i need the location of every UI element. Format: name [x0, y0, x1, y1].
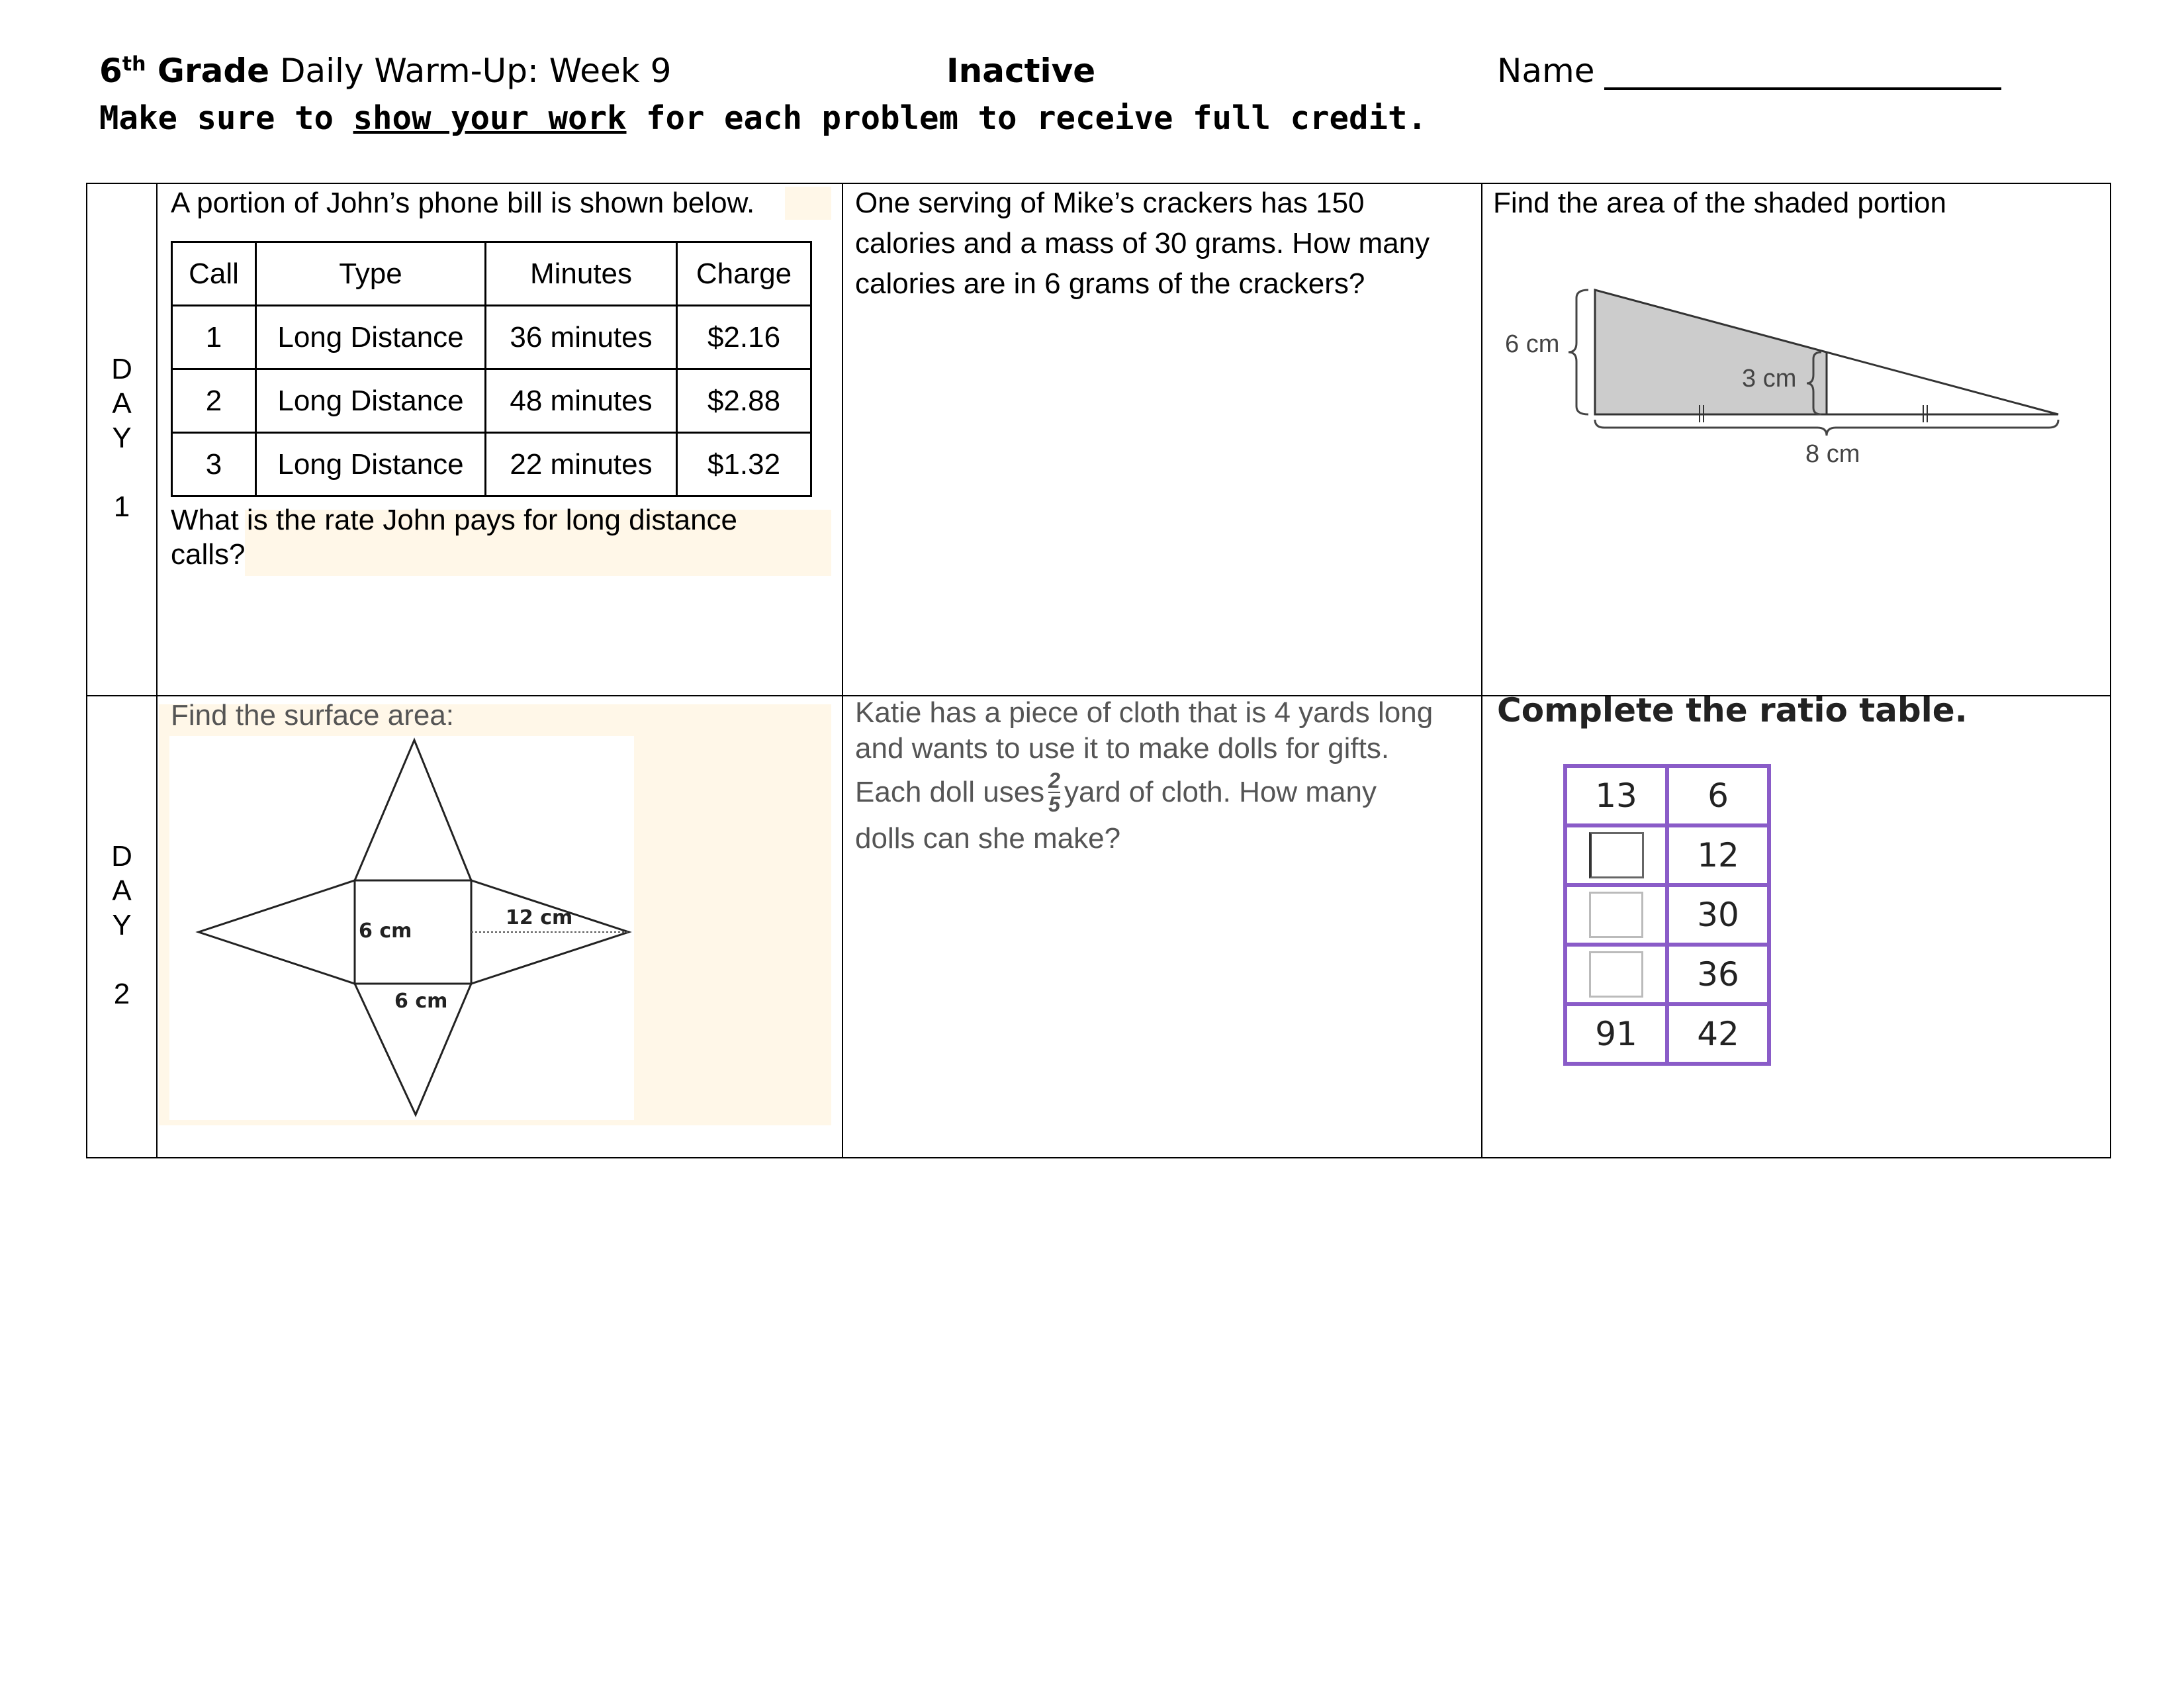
shaded-triangle-figure — [1489, 278, 2085, 477]
problem-line: calories and a mass of 30 grams. How many — [855, 227, 1430, 259]
fraction — [1048, 769, 1060, 816]
instr-part-c: for each problem to receive full credit. — [626, 99, 1428, 137]
question-line: What is the rate John pays for long distance — [171, 504, 738, 536]
problem-line-with-fraction — [855, 767, 1433, 818]
side-label: 6 cm — [359, 919, 412, 943]
phone-bill-table — [171, 241, 812, 497]
phone-bill-question — [171, 503, 737, 572]
phone-bill-intro: A portion of John’s phone bill is shown below. — [171, 187, 755, 219]
ratio-cell: 91 — [1565, 1004, 1667, 1064]
ratio-cell: 42 — [1667, 1004, 1769, 1064]
table-row — [172, 306, 811, 369]
table-cell: $2.88 — [677, 369, 811, 433]
ratio-row — [1565, 1004, 1769, 1064]
ratio-row — [1565, 766, 1769, 825]
column-header: Charge — [677, 242, 811, 306]
ratio-row — [1565, 945, 1769, 1004]
day-1-label — [87, 352, 156, 524]
ratio-cell-input[interactable] — [1565, 825, 1667, 885]
table-cell: $1.32 — [677, 433, 811, 496]
table-cell: 1 — [172, 306, 256, 369]
ratio-cell-input[interactable] — [1565, 945, 1667, 1004]
day-letter: A — [112, 874, 132, 907]
slant-label: 12 cm — [506, 906, 573, 929]
grade-number: 6 — [99, 52, 122, 90]
table-cell: 2 — [172, 369, 256, 433]
instr-emphasis: show your work — [353, 99, 627, 137]
mid-label: 3 cm — [1742, 365, 1797, 393]
day-letter: D — [111, 840, 132, 872]
table-cell: Long Distance — [256, 433, 486, 496]
surface-area-prompt: Find the surface area: — [171, 699, 455, 731]
problem-line: calories are in 6 grams of the crackers? — [855, 267, 1365, 300]
table-row — [172, 369, 811, 433]
base-label: 8 cm — [1805, 440, 1860, 468]
name-field[interactable] — [1497, 52, 2001, 90]
grid-line-v3 — [1481, 183, 1482, 1158]
shaded-region — [1595, 290, 1827, 414]
table-cell: 36 minutes — [486, 306, 677, 369]
table-header-row — [172, 242, 811, 306]
table-cell: Long Distance — [256, 369, 486, 433]
ratio-cell: 12 — [1667, 825, 1769, 885]
status-label: Inactive — [946, 52, 1096, 90]
grid-line-v1 — [156, 183, 158, 1158]
pyramid-net-figure — [169, 736, 634, 1120]
name-blank-line[interactable] — [1604, 53, 2001, 90]
ratio-cell: 30 — [1667, 885, 1769, 945]
shaded-area-prompt: Find the area of the shaded portion — [1493, 187, 1946, 219]
ratio-row — [1565, 885, 1769, 945]
fraction-numerator: 2 — [1048, 769, 1060, 792]
problem-text: yard of cloth. How many — [1064, 776, 1377, 808]
fraction-denominator: 5 — [1048, 792, 1060, 816]
table-cell: 22 minutes — [486, 433, 677, 496]
column-header: Call — [172, 242, 256, 306]
problem-line: and wants to use it to make dolls for gifts. — [855, 732, 1390, 765]
net-triangle-top — [355, 740, 471, 880]
day-letter: D — [111, 353, 132, 385]
day-number: 2 — [113, 978, 130, 1010]
table-cell: $2.16 — [677, 306, 811, 369]
instructions — [99, 99, 1427, 137]
answer-input[interactable] — [1589, 832, 1644, 878]
grid-line-v4 — [2110, 183, 2111, 1158]
table-cell: 3 — [172, 433, 256, 496]
grid-line-v0 — [86, 183, 87, 1158]
grade-suffix: th — [122, 52, 146, 76]
ratio-row — [1565, 825, 1769, 885]
problem-line: dolls can she make? — [855, 822, 1121, 855]
ratio-cell-input[interactable] — [1565, 885, 1667, 945]
day-number: 1 — [113, 491, 130, 523]
answer-input[interactable] — [1589, 892, 1643, 938]
grid-line-v2 — [842, 183, 843, 1158]
problem-line: One serving of Mike’s crackers has 150 — [855, 187, 1365, 219]
day-letter: Y — [112, 909, 132, 941]
worksheet-title — [99, 52, 671, 90]
base-label: 6 cm — [394, 990, 448, 1013]
ratio-cell: 36 — [1667, 945, 1769, 1004]
height-label: 6 cm — [1505, 330, 1560, 358]
title-rest: Daily Warm-Up: Week 9 — [279, 52, 672, 90]
problem-text: Each doll uses — [855, 776, 1045, 808]
answer-input[interactable] — [1589, 951, 1643, 998]
column-header: Minutes — [486, 242, 677, 306]
grid-line-bottom — [86, 1157, 2111, 1158]
net-triangle-left — [199, 880, 355, 984]
instr-part-a: Make sure to — [99, 99, 353, 137]
net-triangle-right — [471, 880, 629, 984]
ratio-table-title: Complete the ratio table. — [1497, 691, 1968, 729]
problem-line: Katie has a piece of cloth that is 4 yards long — [855, 696, 1433, 729]
highlight-bg — [785, 187, 831, 220]
grade-word: Grade — [157, 52, 270, 90]
question-line: calls? — [171, 538, 246, 571]
name-label: Name — [1497, 52, 1595, 90]
day-letter: Y — [112, 422, 132, 454]
day-2-label — [87, 839, 156, 1011]
table-cell: Long Distance — [256, 306, 486, 369]
column-header: Type — [256, 242, 486, 306]
day-letter: A — [112, 387, 132, 420]
crackers-problem — [855, 183, 1430, 304]
base-brace — [1595, 420, 2058, 436]
ratio-cell: 13 — [1565, 766, 1667, 825]
cloth-problem — [855, 695, 1433, 859]
ratio-table — [1563, 764, 1771, 1066]
height-brace — [1569, 290, 1588, 414]
table-cell: 48 minutes — [486, 369, 677, 433]
table-row — [172, 433, 811, 496]
ratio-cell: 6 — [1667, 766, 1769, 825]
